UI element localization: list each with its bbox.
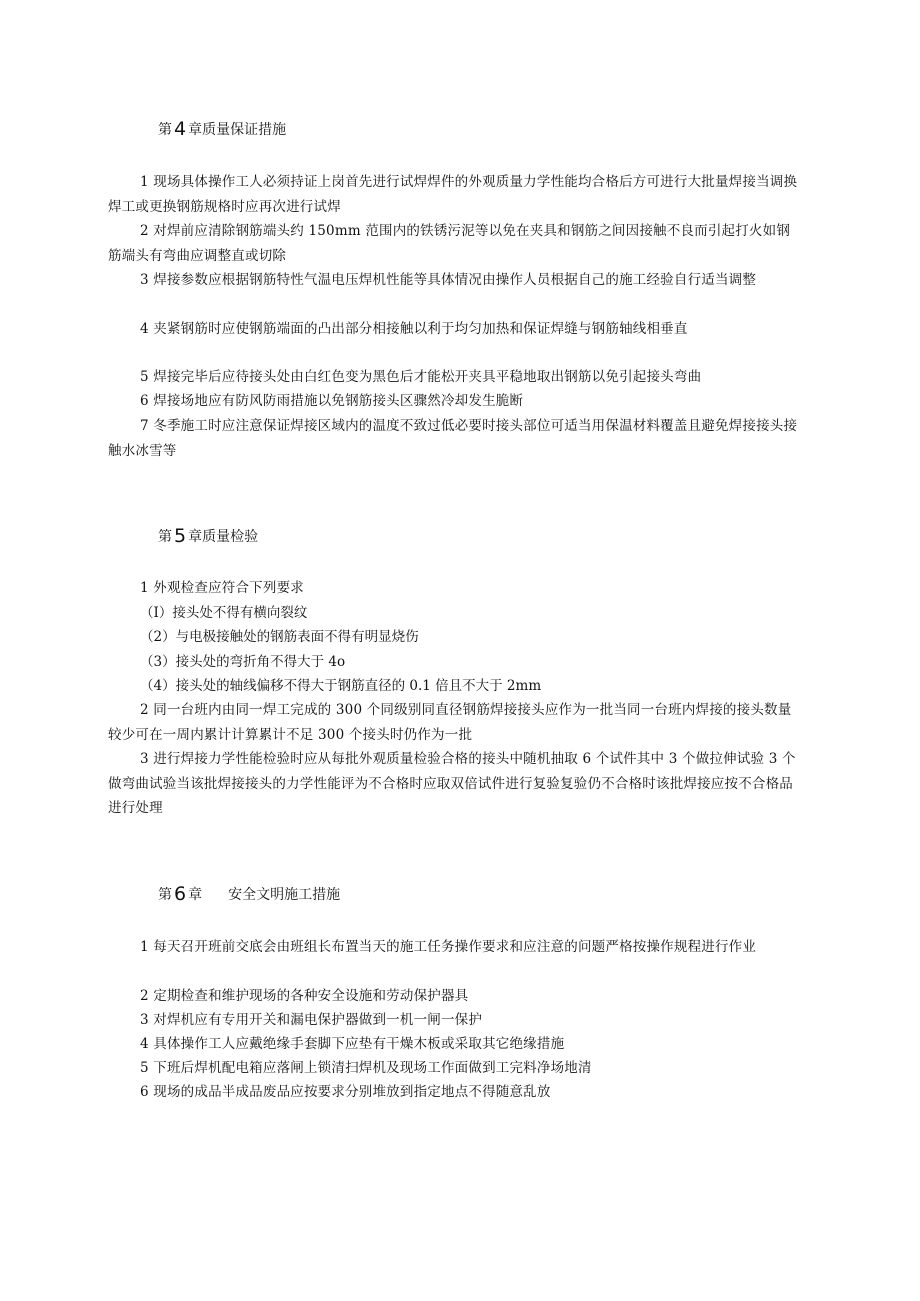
- ch4-item-5: 5 焊接完毕后应待接头处由白红色变为黑色后才能松开夹具平稳地取出钢筋以免引起接头弯曲: [140, 369, 702, 385]
- chapter-title-part-2: 安全文明施工措施: [228, 887, 341, 903]
- chapter-number: 4: [174, 118, 187, 140]
- ch6-item-4: 4 具体操作工人应戴绝缘手套脚下应垫有干燥木板或采取其它绝缘措施: [140, 1036, 565, 1052]
- ch5-sub-item-1: （I）接头处不得有横向裂纹: [140, 605, 308, 621]
- ch6-item-2: 2 定期检查和维护现场的各种安全设施和劳动保护器具: [140, 988, 469, 1004]
- ch6-item-5: 5 下班后焊机配电箱应落闸上锁清扫焊机及现场工作面做到工完料净场地清: [140, 1060, 592, 1076]
- chapter-prefix: 第: [158, 529, 172, 545]
- ch5-sub-item-4: （4）接头处的轴线偏移不得大于钢筋直径的 0.1 倍且不大于 2mm: [140, 678, 542, 694]
- chapter-prefix: 第: [158, 122, 172, 138]
- chapter-title-part-1: 章: [188, 887, 203, 903]
- chapter-title: 章质量检验: [188, 529, 259, 545]
- chapter-number: 5: [174, 525, 187, 547]
- ch6-item-3: 3 对焊机应有专用开关和漏电保护器做到一机一闸一保护: [140, 1012, 483, 1028]
- ch6-item-1: 1 每天召开班前交底会由班组长布置当天的施工任务操作要求和应注意的问题严格按操作规程进行作业: [140, 939, 757, 955]
- ch4-item-2: 2 对焊前应清除钢筋端头约 150mm 范围内的铁锈污泥等以免在夹具和钢筋之间因接触不良而引起打火如钢筋端头有弯曲应调整直或切除: [108, 223, 791, 264]
- chapter-4-heading: [158, 118, 286, 140]
- chapter-title: 章质量保证措施: [188, 122, 287, 138]
- chapter-number: 6: [174, 883, 187, 905]
- ch5-sub-item-2: （2）与电极接触处的钢筋表面不得有明显烧伤: [140, 629, 419, 645]
- ch5-item-3: 3 进行焊接力学性能检验时应从每批外观质量检验合格的接头中随机抽取 6 个试件其中 3 个做拉伸试验 3 个做弯曲试验当该批焊接接头的力学性能评为不合格时应取双倍试件进行复验复验仍不合格时该批焊接应按不合格品进行处理: [108, 751, 796, 816]
- ch5-item-2: 2 同一台班内由同一焊工完成的 300 个同级别同直径钢筋焊接接头应作为一批当同一台班内焊接的接头数量较少可在一周内累计计算累计不足 300 个接头时仍作为一批: [108, 702, 792, 743]
- ch5-item-1: 1 外观检查应符合下列要求: [140, 580, 304, 596]
- ch4-item-4: 4 夹紧钢筋时应使钢筋端面的凸出部分相接触以利于均匀加热和保证焊缝与钢筋轴线相垂直: [140, 321, 688, 337]
- ch4-item-7: 7 冬季施工时应注意保证焊接区域内的温度不致过低必要时接头部位可适当用保温材料覆盖且避免焊接接头接触水冰雪等: [108, 418, 798, 459]
- ch5-sub-item-3: （3）接头处的弯折角不得大于 4o: [140, 654, 346, 670]
- chapter-prefix: 第: [158, 887, 172, 903]
- chapter-6-heading: [158, 883, 340, 905]
- ch6-item-6: 6 现场的成品半成品废品应按要求分别堆放到指定地点不得随意乱放: [140, 1084, 551, 1100]
- ch4-item-6: 6 焊接场地应有防风防雨措施以免钢筋接头区骤然冷却发生脆断: [140, 393, 524, 409]
- ch4-item-3: 3 焊接参数应根据钢筋特性气温电压焊机性能等具体情况由操作人员根据自己的施工经验自行适当调整: [140, 272, 757, 288]
- ch4-item-1: 1 现场具体操作工人必须持证上岗首先进行试焊焊件的外观质量力学性能均合格后方可进行大批量焊接当调换焊工或更换钢筋规格时应再次进行试焊: [108, 174, 798, 215]
- chapter-5-heading: [158, 525, 258, 547]
